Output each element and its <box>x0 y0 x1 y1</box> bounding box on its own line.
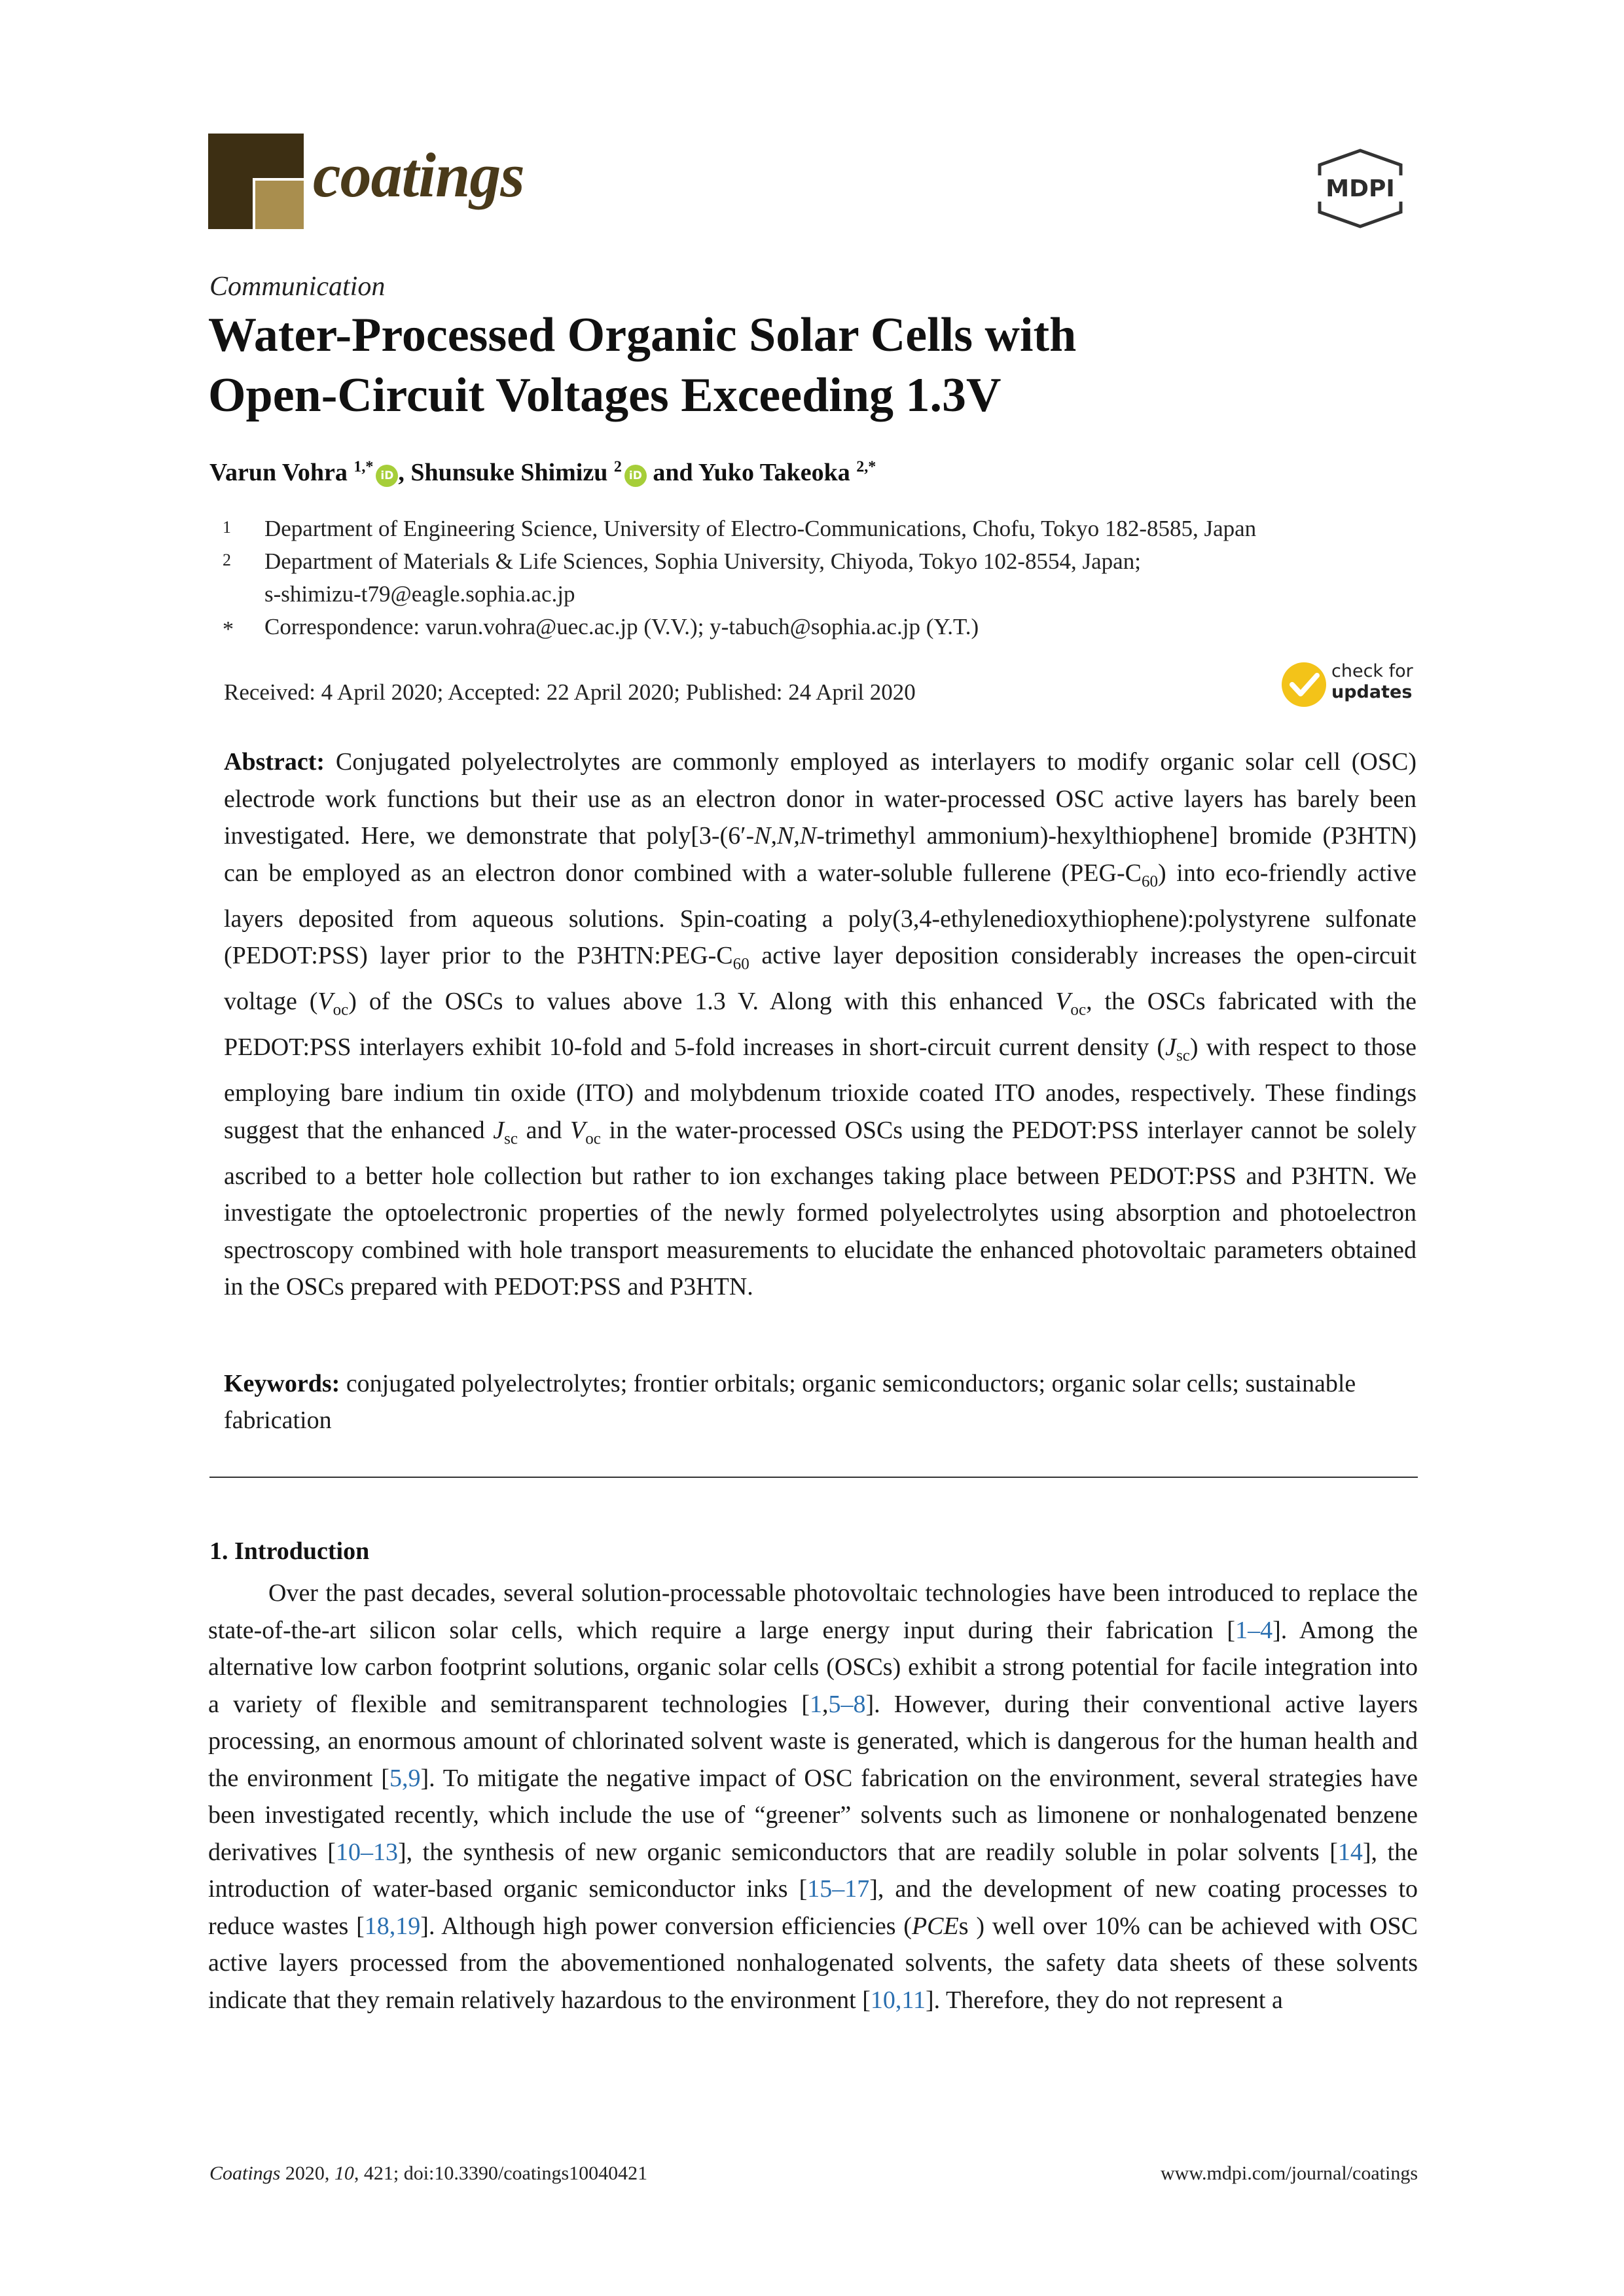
citation-link[interactable]: 18,19 <box>364 1912 421 1940</box>
title-line-2: Open-Circuit Voltages Exceeding 1.3V <box>208 368 1001 422</box>
citation-link[interactable]: 1 <box>810 1690 823 1718</box>
author-name: Varun Vohra <box>209 459 348 486</box>
citation-link[interactable]: 10,11 <box>870 1986 926 2014</box>
title-line-1: Water-Processed Organic Solar Cells with <box>208 308 1077 362</box>
author-name: Yuko Takeoka <box>698 459 850 486</box>
mdpi-logo-icon <box>1303 148 1418 229</box>
author-affiliation-mark: 2 <box>613 458 622 476</box>
correspondence-text: Correspondence: varun.vohra@uec.ac.jp (V.V.); y-tabuch@sophia.ac.jp (Y.T.) <box>264 614 979 639</box>
citation-footer: Coatings 2020, 10, 421; doi:10.3390/coatings10040421 <box>209 2162 648 2184</box>
citation-link[interactable]: 5–8 <box>828 1690 866 1718</box>
affiliation-number: 1 <box>223 518 231 537</box>
orcid-icon[interactable]: iD <box>624 465 647 487</box>
citation-link[interactable]: 1–4 <box>1235 1616 1273 1644</box>
citation-link[interactable]: 5,9 <box>389 1764 421 1792</box>
author-affiliation-mark: 1,* <box>353 458 374 476</box>
orcid-icon[interactable]: iD <box>376 465 398 487</box>
citation-link[interactable]: 15–17 <box>807 1875 870 1903</box>
article-type: Communication <box>209 272 386 302</box>
author-name: Shunsuke Shimizu <box>410 459 608 486</box>
introduction-paragraph: Over the past decades, several solution-processable photovoltaic technologies have been introduced to replace the state-of-the-art silicon solar cells, which require a large energy input during their fabrication [1–4]. Among the alternative low carbon footprint solutions, organic solar cells (OSCs) exhibit a strong potential for facile integration into a variety of flexible and semitransparent technologies [1,5–8]. However, during their conventional active layers processing, an enormous amount of chlorinated solvent waste is generated, which is dangerous for the human health and the environment [5,9]. To mitigate the negative impact of OSC fabrication on the environment, several strategies have been investigated recently, which include the use of “greener” solvents such as limonene or nonhalogenated benzene derivatives [10–13], the synthesis of new organic semiconductors that are readily soluble in polar solvents [14], the introduction of water-based organic semiconductor inks [15–17], and the development of new coating processes to reduce wastes [18,19]. Although high power conversion efficiencies (PCEs ) well over 10% can be achieved with OSC active layers processed from the abovementioned nonhalogenated solvents, the safety data sheets of these solvents indicate that they remain relatively hazardous to the environment [10,11]. Therefore, they do not represent a <box>208 1579 1418 2014</box>
affiliation-email: s-shimizu-t79@eagle.sophia.ac.jp <box>264 581 575 607</box>
keywords-label: Keywords: <box>224 1370 340 1397</box>
paper-title <box>208 305 1452 425</box>
abstract: Abstract: Conjugated polyelectrolytes are commonly employed as interlayers to modify organic solar cell (OSC) electrode work functions but their use as an electron donor in water-processed OSC active layers has barely been investigated. Here, we demonstrate that poly[3-(6′-N,N,N-trimethyl ammonium)-hexylthiophene] bromide (P3HTN) can be employed as an electron donor combined with a water-soluble fullerene $(PEG-C_{60})$ into eco-friendly active layers deposited from aqueous solutions. Spin-coating a poly(3,4-ethylenedioxythiophene):polystyrene sulfonate (PEDOT:PSS) layer prior to the $P3HTN:PEG-C_{60}$ active layer deposition considerably increases the open-circuit voltage $(V_{oc})$ of the OSCs to values above 1.3 V. Along with this enhanced $V_{oc}$, the OSCs fabricated with the PEDOT:PSS interlayers exhibit 10-fold and 5-fold increases in short-circuit current density $(J_{sc})$ with respect to those employing bare indium tin oxide (ITO) and molybdenum trioxide coated ITO anodes, respectively. These findings suggest that the enhanced $J_{sc}$ and $V_{oc}$ in the water-processed OSCs using the PEDOT:PSS interlayer cannot be solely ascribed to a better hole collection but rather to ion exchanges taking place between PEDOT:PSS and P3HTN. We investigate the optoelectronic properties of the newly formed polyelectrolytes using absorption and photoelectron spectroscopy combined with hole transport measurements to elucidate the enhanced photovoltaic parameters obtained in the OSCs prepared with PEDOT:PSS and P3HTN. <box>224 748 1417 1301</box>
citation-link[interactable]: 14 <box>1337 1838 1363 1866</box>
correspondence-mark: * <box>223 617 234 641</box>
affiliation-text: Department of Materials & Life Sciences, Sophia University, Chiyoda, Tokyo 102-8554, Japan; <box>264 548 1141 574</box>
author-affiliation-mark: 2,* <box>856 458 876 476</box>
citation-link[interactable]: 10–13 <box>335 1838 398 1866</box>
abstract-label: Abstract: <box>224 748 325 776</box>
journal-url[interactable]: www.mdpi.com/journal/coatings <box>1161 2162 1418 2184</box>
check-updates-label[interactable]: check for updates <box>1331 661 1413 702</box>
journal-name: coatings <box>313 140 524 210</box>
section-divider <box>209 1477 1418 1478</box>
section-heading: 1. Introduction <box>209 1537 370 1565</box>
mdpi-logo-text: MDPI <box>1326 175 1395 202</box>
author-list: Varun Vohra $^{1,*}$iD , Shunsuke Shimizu $^2$iD and Yuko Takeoka $^{2,*}$ <box>209 458 876 486</box>
affiliation-text: Department of Engineering Science, University of Electro-Communications, Chofu, Tokyo 182-8585, Japan <box>264 516 1257 541</box>
affiliation-number: 2 <box>223 550 231 569</box>
publication-dates: Received: 4 April 2020; Accepted: 22 April 2020; Published: 24 April 2020 <box>224 679 916 705</box>
coatings-logo-icon <box>208 134 304 229</box>
keywords: Keywords: conjugated polyelectrolytes; frontier orbitals; organic semiconductors; organic solar cells; sustainable fabrication <box>224 1370 1356 1434</box>
